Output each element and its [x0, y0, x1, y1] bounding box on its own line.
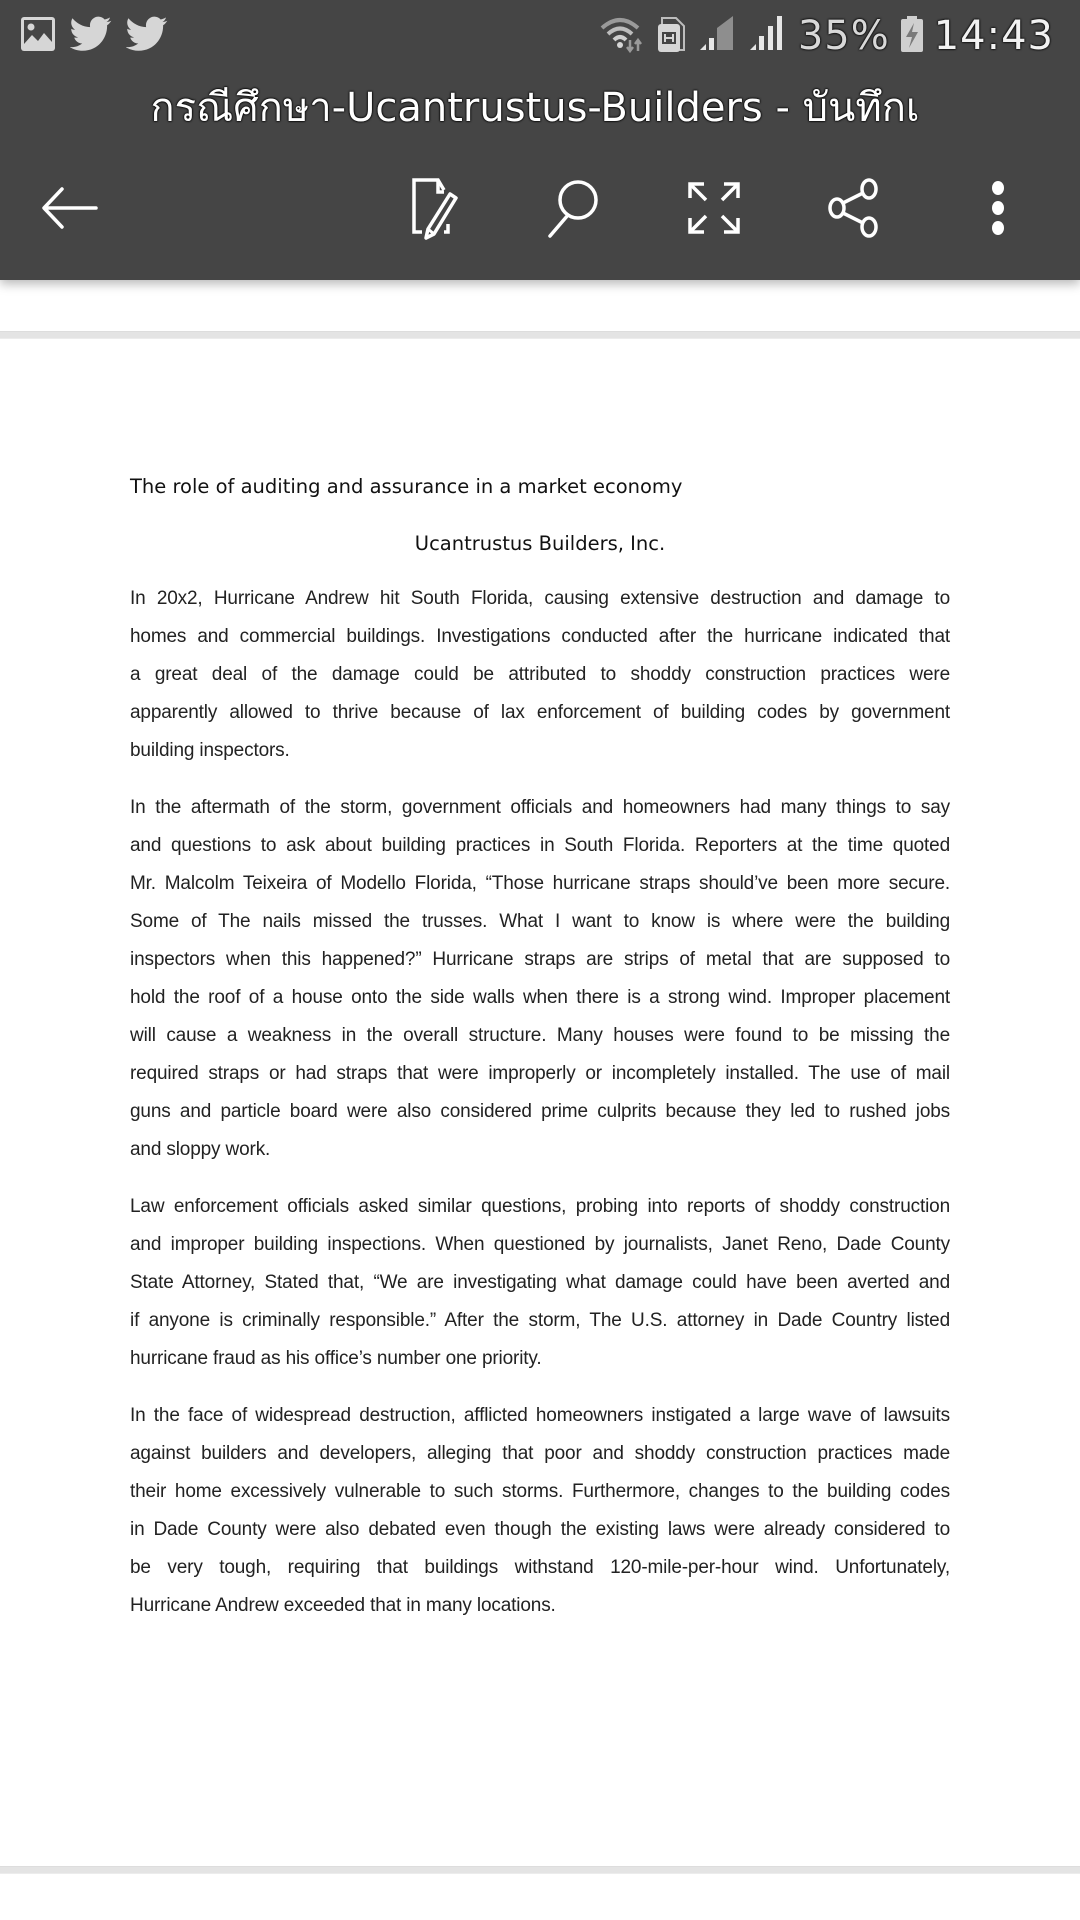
- wifi-icon: [598, 14, 646, 58]
- text-line: building inspectors.: [130, 740, 290, 761]
- text-line: hurricane fraud as his office’s number one priority.: [130, 1348, 542, 1369]
- twitter-icon: [126, 16, 168, 56]
- text-line: if anyone is criminally responsible.” After the storm, The U.S. attorney in Dade Country listed: [130, 1310, 950, 1331]
- paragraph: [130, 580, 950, 770]
- clock-time: 14:43: [933, 13, 1054, 59]
- system-status: [598, 10, 1054, 62]
- fullscreen-button[interactable]: [674, 170, 754, 250]
- document-title: กรณีศึกษา-Ucantrustus-Builders - บันทึกเ: [150, 85, 920, 131]
- text-line: homes and commercial buildings. Investigations conducted after the hurricane indicated that: [130, 626, 950, 647]
- sim-card-icon: [656, 14, 688, 58]
- text-line: Law enforcement officials asked similar questions, probing into reports of shoddy construction: [130, 1196, 950, 1217]
- edit-button[interactable]: [394, 170, 474, 250]
- document-paragraphs: [130, 580, 950, 1625]
- text-line: required straps or had straps that were improperly or incompletely installed. The use of mail: [130, 1063, 950, 1084]
- fullscreen-icon: [686, 180, 742, 240]
- text-line: and sloppy work.: [130, 1139, 271, 1160]
- paragraph: [130, 1397, 950, 1625]
- page-separator-bottom: [0, 1866, 1080, 1874]
- signal-icon: [698, 14, 738, 58]
- toolbar: [0, 170, 1080, 250]
- page-separator-top: [0, 331, 1080, 339]
- text-line: their home excessively vulnerable to such storms. Furthermore, changes to the building codes: [130, 1481, 950, 1502]
- text-line: be very tough, requiring that buildings withstand 120-mile-per-hour wind. Unfortunately,: [130, 1557, 950, 1578]
- text-line: against builders and developers, alleging that poor and shoddy construction practices made: [130, 1443, 950, 1464]
- text-line: will cause a weakness in the overall structure. Many houses were found to be missing the: [130, 1025, 950, 1046]
- text-line: In the face of widespread destruction, afflicted homeowners instigated a large wave of lawsuits: [130, 1405, 950, 1426]
- text-line: hold the roof of a house onto the side walls when there is a strong wind. Improper placement: [130, 987, 950, 1008]
- text-line: In the aftermath of the storm, government officials and homeowners had many things to say: [130, 797, 950, 818]
- document-heading: The role of auditing and assurance in a market economy: [130, 475, 683, 498]
- document-page[interactable]: [130, 470, 950, 1625]
- share-icon: [826, 178, 882, 242]
- text-line: and improper building inspections. When questioned by journalists, Janet Reno, Dade County: [130, 1234, 950, 1255]
- edit-document-icon: [404, 176, 464, 244]
- more-options-button[interactable]: [958, 170, 1038, 250]
- text-line: State Attorney, Stated that, “We are investigating what damage could have been averted and: [130, 1272, 950, 1293]
- text-line: In 20x2, Hurricane Andrew hit South Florida, causing extensive destruction and damage to: [130, 588, 950, 609]
- search-button[interactable]: [532, 170, 612, 250]
- text-line: a great deal of the damage could be attributed to shoddy construction practices were: [130, 664, 950, 685]
- text-line: Mr. Malcolm Teixeira of Modello Florida, “Those hurricane straps should’ve been more secure.: [130, 873, 950, 894]
- back-button[interactable]: [30, 170, 110, 250]
- arrow-left-icon: [40, 183, 100, 237]
- paragraph: [130, 1188, 950, 1378]
- search-icon: [540, 176, 604, 244]
- status-bar: [0, 0, 1080, 70]
- share-button[interactable]: [814, 170, 894, 250]
- paragraph: [130, 789, 950, 1169]
- text-line: guns and particle board were also considered prime culprits because they led to rushed jobs: [130, 1101, 950, 1122]
- text-line: Some of The nails missed the trusses. What I want to know is where were the building: [130, 911, 950, 932]
- text-line: apparently allowed to thrive because of lax enforcement of building codes by government: [130, 702, 950, 723]
- app-bar: [0, 0, 1080, 280]
- text-line: and questions to ask about building practices in South Florida. Reporters at the time quoted: [130, 835, 950, 856]
- text-line: inspectors when this happened?” Hurricane straps are strips of metal that are supposed to: [130, 949, 950, 970]
- notification-icons: [20, 16, 168, 56]
- twitter-icon: [70, 16, 112, 56]
- battery-percent: 35%: [797, 13, 890, 59]
- signal-icon: [748, 14, 788, 58]
- more-vertical-icon: [988, 180, 1008, 240]
- battery-charging-icon: [900, 14, 924, 58]
- gallery-icon: [20, 16, 56, 56]
- text-line: in Dade County were also debated even though the existing laws were already considered to: [130, 1519, 950, 1540]
- document-subheading: Ucantrustus Builders, Inc.: [414, 532, 666, 555]
- text-line: Hurricane Andrew exceeded that in many locations.: [130, 1595, 556, 1616]
